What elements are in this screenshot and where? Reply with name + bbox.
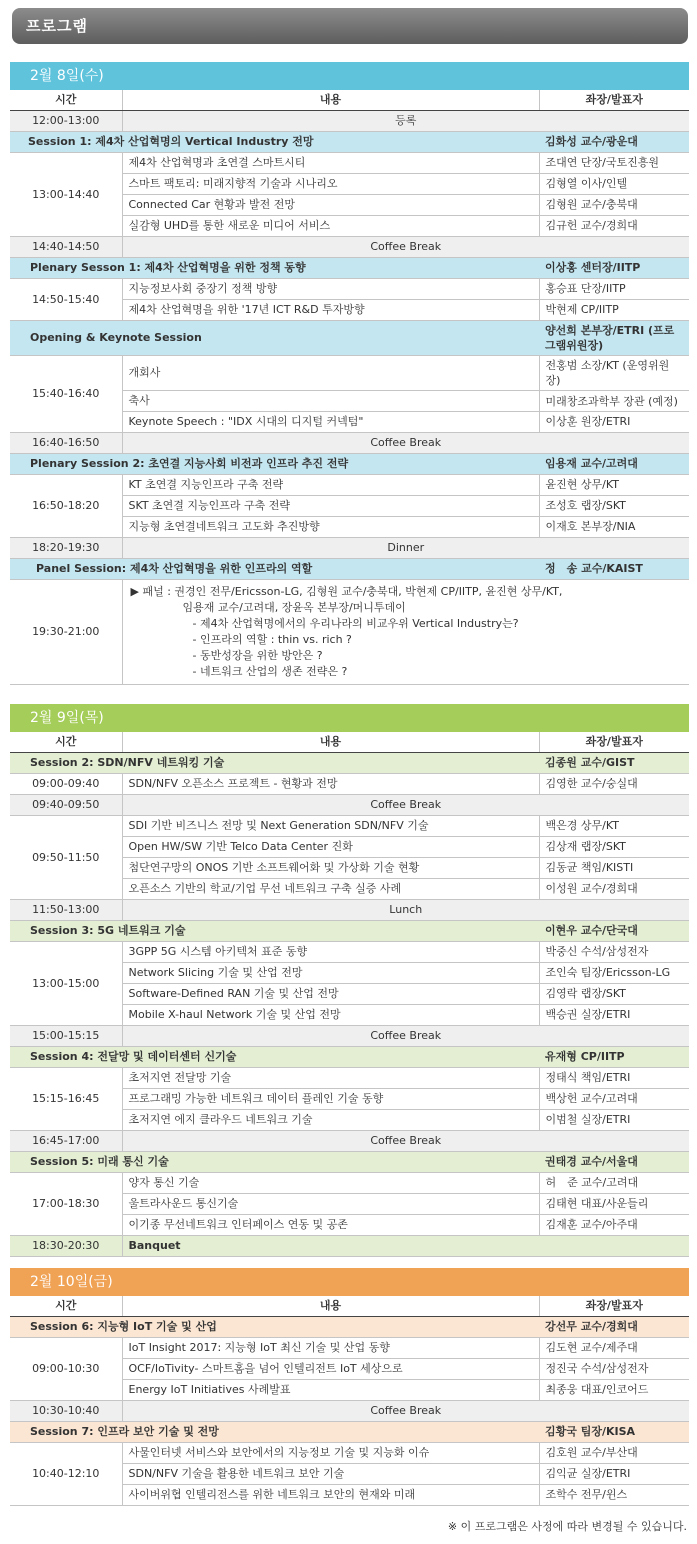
session-title: Panel Session: 제4차 산업혁명을 위한 인프라의 역할 [10, 559, 539, 580]
content-cell: 초저지연 에지 클라우드 네트워크 기술 [122, 1110, 539, 1131]
content-cell: SDI 기반 비즈니스 전망 및 Next Generation SDN/NFV 기술 [122, 816, 539, 837]
speaker-cell: 백상헌 교수/고려대 [539, 1089, 689, 1110]
content-cell: 사물인터넷 서비스와 보안에서의 지능정보 기술 및 지능화 이슈 [122, 1443, 539, 1464]
panel-members: ▶ 패널 : 권경인 전무/Ericsson-LG, 김형원 교수/충북대, 박현제 CP/IITP, 윤진현 상무/KT, [130, 585, 563, 598]
table-row [10, 279, 689, 300]
time-cell: 09:00-09:40 [10, 774, 122, 795]
content-cell: Coffee Break [122, 433, 689, 454]
content-cell: 프로그래밍 가능한 네트워크 데이터 플레인 기술 동향 [122, 1089, 539, 1110]
day-2-table [10, 732, 689, 1257]
content-cell: KT 초연결 지능인프라 구축 전략 [122, 475, 539, 496]
session-title: Session 7: 인프라 보안 기술 및 전망 [10, 1422, 539, 1443]
time-cell: 13:00-15:00 [10, 942, 122, 1026]
table-row [10, 1131, 689, 1152]
header-time: 시간 [10, 90, 122, 111]
content-cell: SKT 초연결 지능인프라 구축 전략 [122, 496, 539, 517]
session-row [10, 1317, 689, 1338]
panel-members-cont: 임용재 교수/고려대, 장윤옥 본부장/머니투데이 [182, 601, 406, 614]
speaker-cell: 김영락 랩장/SKT [539, 984, 689, 1005]
time-cell: 13:00-14:40 [10, 153, 122, 237]
content-cell: Keynote Speech : "IDX 시대의 디지털 커넥텀" [122, 412, 539, 433]
content-cell: Banquet [122, 1236, 689, 1257]
session-row [10, 753, 689, 774]
session-title: Session 3: 5G 네트워크 기술 [10, 921, 539, 942]
speaker-cell: 김형원 교수/충북대 [539, 195, 689, 216]
session-title: Session 1: 제4차 산업혁명의 Vertical Industry 전망 [10, 132, 539, 153]
table-row [10, 774, 689, 795]
content-cell: Coffee Break [122, 1131, 689, 1152]
speaker-cell: 홍승표 단장/IITP [539, 279, 689, 300]
speaker-cell: 정태식 책임/ETRI [539, 1068, 689, 1089]
header-time: 시간 [10, 1296, 122, 1317]
table-row [10, 475, 689, 496]
content-cell: 사이버위협 인텔리전스를 위한 네트워크 보안의 현재와 미래 [122, 1485, 539, 1506]
content-cell: 개회사 [122, 356, 539, 391]
table-row [10, 900, 689, 921]
header-speaker: 좌장/발표자 [539, 1296, 689, 1317]
speaker-cell: 김재훈 교수/아주대 [539, 1215, 689, 1236]
speaker-cell: 김익균 실장/ETRI [539, 1464, 689, 1485]
content-cell: IoT Insight 2017: 지능형 IoT 최신 기술 및 산업 동향 [122, 1338, 539, 1359]
speaker-cell: 김규헌 교수/경희대 [539, 216, 689, 237]
panel-topic: - 제4차 산업혁명에서의 우리나라의 비교우위 Vertical Industry는? [192, 617, 519, 630]
panel-topic: - 동반성장을 위한 방안은 ? [192, 649, 323, 662]
time-cell: 16:50-18:20 [10, 475, 122, 538]
speaker-cell: 조성호 랩장/SKT [539, 496, 689, 517]
panel-topic: - 네트워크 산업의 생존 전략은 ? [192, 665, 348, 678]
session-title: Session 4: 전달망 및 데이터센터 신기술 [10, 1047, 539, 1068]
table-header-row [10, 732, 689, 753]
speaker-cell: 박중신 수석/삼성전자 [539, 942, 689, 963]
time-cell: 15:40-16:40 [10, 356, 122, 433]
day-1-section [10, 62, 689, 685]
table-row [10, 538, 689, 559]
table-row [10, 153, 689, 174]
table-row [10, 1338, 689, 1359]
session-row [10, 258, 689, 279]
session-row [10, 921, 689, 942]
table-row [10, 356, 689, 391]
time-cell: 18:30-20:30 [10, 1236, 122, 1257]
day-3-section [10, 1268, 689, 1506]
speaker-cell: 백은경 상무/KT [539, 816, 689, 837]
session-chair: 정 송 교수/KAIST [539, 559, 689, 580]
content-cell: Coffee Break [122, 237, 689, 258]
time-cell: 14:40-14:50 [10, 237, 122, 258]
speaker-cell: 이성원 교수/경희대 [539, 879, 689, 900]
content-cell: Lunch [122, 900, 689, 921]
speaker-cell: 박현제 CP/IITP [539, 300, 689, 321]
time-cell: 17:00-18:30 [10, 1173, 122, 1236]
speaker-cell: 윤진현 상무/KT [539, 475, 689, 496]
header-speaker: 좌장/발표자 [539, 732, 689, 753]
speaker-cell: 조인숙 팀장/Ericsson-LG [539, 963, 689, 984]
content-cell: 울트라사운드 통신기술 [122, 1194, 539, 1215]
content-cell: 3GPP 5G 시스템 아키텍처 표준 동향 [122, 942, 539, 963]
session-chair: 김화성 교수/광운대 [539, 132, 689, 153]
day-1-header: 2월 8일(수) [10, 62, 689, 90]
content-cell: 실감형 UHD를 통한 새로운 미디어 서비스 [122, 216, 539, 237]
table-header-row [10, 1296, 689, 1317]
time-cell: 16:40-16:50 [10, 433, 122, 454]
table-row [10, 1068, 689, 1089]
table-row [10, 1401, 689, 1422]
speaker-cell: 김영한 교수/숭실대 [539, 774, 689, 795]
time-cell: 09:50-11:50 [10, 816, 122, 900]
time-cell: 15:15-16:45 [10, 1068, 122, 1131]
content-cell: Network Slicing 기술 및 산업 전망 [122, 963, 539, 984]
content-cell: 제4차 산업혁명과 초연결 스마트시티 [122, 153, 539, 174]
speaker-cell: 허 준 교수/고려대 [539, 1173, 689, 1194]
content-cell: 지능정보사회 중장기 정책 방향 [122, 279, 539, 300]
session-row [10, 321, 689, 356]
page-title: 프로그램 [26, 17, 88, 35]
day-1-table [10, 90, 689, 685]
time-cell: 12:00-13:00 [10, 111, 122, 132]
session-title: Plenary Session 2: 초연결 지능사회 비전과 인프라 추진 전략 [10, 454, 539, 475]
footnote: ※ 이 프로그램은 사정에 따라 변경될 수 있습니다. [447, 1520, 687, 1533]
speaker-cell: 김도현 교수/제주대 [539, 1338, 689, 1359]
session-title: Session 2: SDN/NFV 네트워킹 기술 [10, 753, 539, 774]
content-cell: SDN/NFV 오픈소스 프로젝트 - 현황과 전망 [122, 774, 539, 795]
content-cell: Software-Defined RAN 기술 및 산업 전망 [122, 984, 539, 1005]
content-cell: 등록 [122, 111, 689, 132]
session-row [10, 1047, 689, 1068]
speaker-cell: 김동균 책임/KISTI [539, 858, 689, 879]
time-cell: 09:00-10:30 [10, 1338, 122, 1401]
session-chair: 이현우 교수/단국대 [539, 921, 689, 942]
day-2-section [10, 704, 689, 1257]
content-cell: Open HW/SW 기반 Telco Data Center 진화 [122, 837, 539, 858]
session-row [10, 132, 689, 153]
speaker-cell: 이범철 실장/ETRI [539, 1110, 689, 1131]
header-content: 내용 [122, 1296, 539, 1317]
table-row [10, 942, 689, 963]
speaker-cell: 김형열 이사/인텔 [539, 174, 689, 195]
time-cell: 11:50-13:00 [10, 900, 122, 921]
panel-cell [122, 580, 689, 685]
session-title: Session 5: 미래 통신 기술 [10, 1152, 539, 1173]
day-2-header: 2월 9일(목) [10, 704, 689, 732]
header-content: 내용 [122, 732, 539, 753]
speaker-cell: 이재호 본부장/NIA [539, 517, 689, 538]
content-cell: 지능형 초연결네트워크 고도화 추진방향 [122, 517, 539, 538]
content-cell: 이기종 무선네트워크 인터페이스 연동 및 공존 [122, 1215, 539, 1236]
speaker-cell: 전홍범 소장/KT (운영위원장) [539, 356, 689, 391]
content-cell: 양자 통신 기술 [122, 1173, 539, 1194]
panel-topic: - 인프라의 역할 : thin vs. rich ? [192, 633, 352, 646]
content-cell: 첨단연구망의 ONOS 기반 소프트웨어화 및 가상화 기술 현황 [122, 858, 539, 879]
day-3-table [10, 1296, 689, 1506]
speaker-cell: 최종웅 대표/인코어드 [539, 1380, 689, 1401]
content-cell: Coffee Break [122, 795, 689, 816]
time-cell: 10:30-10:40 [10, 1401, 122, 1422]
table-row [10, 1026, 689, 1047]
content-cell: 스마트 팩토리: 미래지향적 기술과 시나리오 [122, 174, 539, 195]
content-cell: Connected Car 현황과 발전 전망 [122, 195, 539, 216]
session-chair: 김종원 교수/GIST [539, 753, 689, 774]
session-title: Plenary Sesson 1: 제4차 산업혁명을 위한 정책 동향 [10, 258, 539, 279]
content-cell: 제4차 산업혁명을 위한 '17년 ICT R&D 투자방향 [122, 300, 539, 321]
table-row [10, 795, 689, 816]
time-cell: 14:50-15:40 [10, 279, 122, 321]
speaker-cell: 미래창조과학부 장관 (예정) [539, 391, 689, 412]
table-row [10, 237, 689, 258]
content-cell: 오픈소스 기반의 학교/기업 무선 네트워크 구축 실증 사례 [122, 879, 539, 900]
header-content: 내용 [122, 90, 539, 111]
speaker-cell: 조대연 단장/국토진흥원 [539, 153, 689, 174]
table-row [10, 1173, 689, 1194]
session-row [10, 559, 689, 580]
speaker-cell: 정진국 수석/삼성전자 [539, 1359, 689, 1380]
session-chair: 임용재 교수/고려대 [539, 454, 689, 475]
time-cell: 16:45-17:00 [10, 1131, 122, 1152]
session-title: Opening & Keynote Session [10, 321, 539, 356]
content-cell: 초저지연 전달망 기술 [122, 1068, 539, 1089]
session-chair: 이상홍 센터장/IITP [539, 258, 689, 279]
time-cell: 15:00-15:15 [10, 1026, 122, 1047]
header-time: 시간 [10, 732, 122, 753]
table-row [10, 433, 689, 454]
table-row [10, 1443, 689, 1464]
table-row [10, 580, 689, 685]
time-cell: 18:20-19:30 [10, 538, 122, 559]
table-row [10, 111, 689, 132]
page-title-bar [12, 8, 688, 44]
speaker-cell: 백승권 실장/ETRI [539, 1005, 689, 1026]
header-speaker: 좌장/발표자 [539, 90, 689, 111]
content-cell: Energy IoT Initiatives 사례발표 [122, 1380, 539, 1401]
session-row [10, 454, 689, 475]
session-chair: 유재형 CP/IITP [539, 1047, 689, 1068]
banquet-row [10, 1236, 689, 1257]
time-cell: 19:30-21:00 [10, 580, 122, 685]
content-cell: SDN/NFV 기술을 활용한 네트워크 보안 기술 [122, 1464, 539, 1485]
session-title: Session 6: 지능형 IoT 기술 및 산업 [10, 1317, 539, 1338]
speaker-cell: 조학수 전무/윈스 [539, 1485, 689, 1506]
content-cell: 축사 [122, 391, 539, 412]
speaker-cell: 김호원 교수/부산대 [539, 1443, 689, 1464]
session-row [10, 1422, 689, 1443]
session-row [10, 1152, 689, 1173]
content-cell: Mobile X-haul Network 기술 및 산업 전망 [122, 1005, 539, 1026]
time-cell: 09:40-09:50 [10, 795, 122, 816]
speaker-cell: 김상재 랩장/SKT [539, 837, 689, 858]
content-cell: Dinner [122, 538, 689, 559]
session-chair: 강선무 교수/경희대 [539, 1317, 689, 1338]
day-3-header: 2월 10일(금) [10, 1268, 689, 1296]
session-chair: 권태경 교수/서울대 [539, 1152, 689, 1173]
session-chair: 양선희 본부장/ETRI (프로그램위원장) [539, 321, 689, 356]
content-cell: Coffee Break [122, 1026, 689, 1047]
table-row [10, 816, 689, 837]
speaker-cell: 이상훈 원장/ETRI [539, 412, 689, 433]
session-chair: 김황국 팀장/KISA [539, 1422, 689, 1443]
content-cell: Coffee Break [122, 1401, 689, 1422]
speaker-cell: 김태현 대표/사운들리 [539, 1194, 689, 1215]
time-cell: 10:40-12:10 [10, 1443, 122, 1506]
table-header-row [10, 90, 689, 111]
content-cell: OCF/IoTivity- 스마트홈을 넘어 인텔리전트 IoT 세상으로 [122, 1359, 539, 1380]
